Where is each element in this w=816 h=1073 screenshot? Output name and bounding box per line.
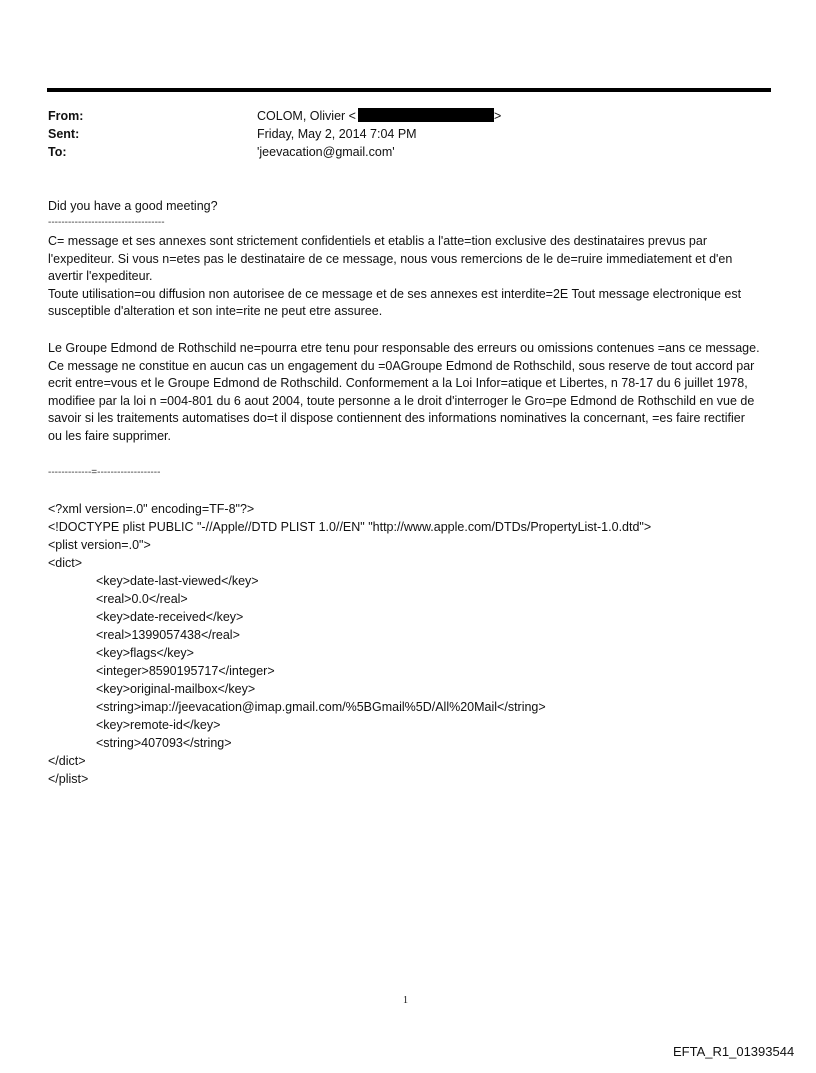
xml-line: <key>flags</key> — [96, 646, 194, 660]
page-number: 1 — [403, 995, 408, 1006]
xml-line: <dict> — [48, 556, 83, 570]
xml-line: </plist> — [48, 772, 89, 786]
sent-label: Sent: — [48, 127, 80, 141]
to-value: 'jeevacation@gmail.com' — [257, 145, 395, 159]
redaction-block — [358, 108, 494, 122]
xml-line: <string>407093</string> — [96, 736, 232, 750]
xml-line: </dict> — [48, 754, 86, 768]
xml-line: <integer>8590195717</integer> — [96, 664, 275, 678]
from-value-tail: > — [493, 109, 502, 123]
xml-line: <key>remote-id</key> — [96, 718, 221, 732]
sent-value: Friday, May 2, 2014 7:04 PM — [257, 127, 417, 141]
disclaimer-paragraph-1: C= message et ses annexes sont strictement confidentiels et etablis a l'atte=tion exclusive des destinataires prevus par l'expediteur. Si vous n=etes pas le destinataire de ce message, nous vous remercions de le de=ruire immediatement et d'en avertir l'expediteur. Toute utilisation=ou diffusion non autorisee de ce message et de ses annexes est interdite=2E Tout message electronique est susceptible d'alteration et son inte=rite ne peut etre assuree. — [48, 234, 742, 319]
xml-line: <plist version=.0"> — [48, 538, 151, 552]
document-id: EFTA_R1_01393544 — [673, 1044, 795, 1059]
xml-line: <key>date-received</key> — [96, 610, 244, 624]
xml-line: <!DOCTYPE plist PUBLIC "-//Apple//DTD PLIST 1.0//EN" "http://www.apple.com/DTDs/PropertyList-1.0.dtd"> — [48, 520, 652, 534]
xml-line: <string>imap://jeevacation@imap.gmail.com/%5BGmail%5D/All%20Mail</string> — [96, 700, 546, 714]
xml-line: <real>1399057438</real> — [96, 628, 240, 642]
from-value — [257, 107, 501, 125]
separator-bottom: -------------=------------------- — [48, 467, 161, 478]
greeting: Did you have a good meeting? — [48, 199, 218, 213]
separator-top: ----------------------------------- — [48, 217, 165, 228]
xml-line: <real>0.0</real> — [96, 592, 188, 606]
header-rule — [47, 88, 771, 92]
to-label: To: — [48, 145, 67, 159]
from-label: From: — [48, 109, 84, 123]
xml-line: <key>date-last-viewed</key> — [96, 574, 259, 588]
from-name: COLOM, Olivier < — [257, 109, 356, 123]
xml-line: <key>original-mailbox</key> — [96, 682, 256, 696]
xml-line: <?xml version=.0" encoding=TF-8"?> — [48, 502, 255, 516]
disclaimer-paragraph-2: Le Groupe Edmond de Rothschild ne=pourra etre tenu pour responsable des erreurs ou omissions contenues =ans ce message. Ce message ne constitue en aucun cas un engagement du =0AGroupe Edmond de Rothschild, sous reserve de tout accord par ecrit entre=vous et le Groupe Edmond de Rothschild. Conformement a la Loi Infor=atique et Libertes, n 78-17 du 6 juillet 1978, modifiee par la loi n =004-801 du 6 aout 2004, toute personne a le droit d'interroger le Gro=pe Edmond de Rothschild en vue de savoir si les traitements automatises do=t il dispose contiennent des informations nominatives la concernant, =es faire rectifier ou les faire supprimer. — [48, 341, 764, 443]
